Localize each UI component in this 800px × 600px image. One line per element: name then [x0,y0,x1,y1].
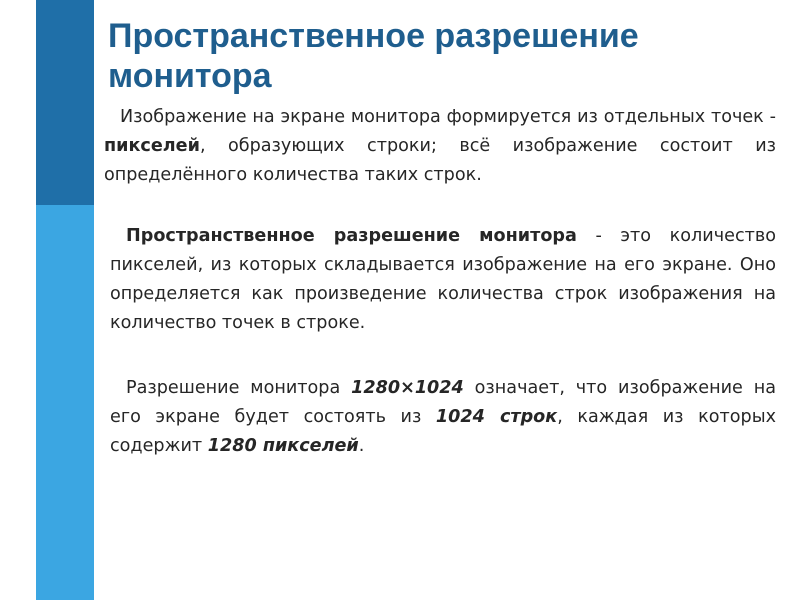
paragraph-definition [110,222,776,338]
accent-bar-bottom [36,205,94,600]
accent-bar-top [36,0,94,205]
paragraph-example [110,374,776,461]
slide-title: Пространственное разрешение монитора [108,17,639,95]
p3-pixels-value: 1280 пикселей [207,436,359,456]
p1-text-end: , образующих строки; всё изображение состоит из определённого количества таких строк. [104,136,776,185]
p3-text-middle: означает, что изображение на его экране будет состоять из [110,378,776,427]
p3-resolution-value: 1280×1024 [351,378,464,398]
p2-text: - это количество пикселей, из которых складывается изображение на его экране. Оно определяется как произведение количества строк изображения на количество точек в строке. [110,226,776,333]
p2-term-resolution: Пространственное разрешение монитора [126,226,577,246]
p3-text-end: . [358,436,365,456]
paragraph-pixels-intro [104,103,776,190]
p3-rows-value: 1024 строк [435,407,558,427]
p1-term-pixels: пикселей [104,136,200,156]
p3-text-start: Разрешение монитора [126,378,352,398]
p1-text-start: Изображение на экране монитора формируется из отдельных точек - [120,107,776,127]
p3-text-continued: , каждая из которых содержит [110,407,776,456]
